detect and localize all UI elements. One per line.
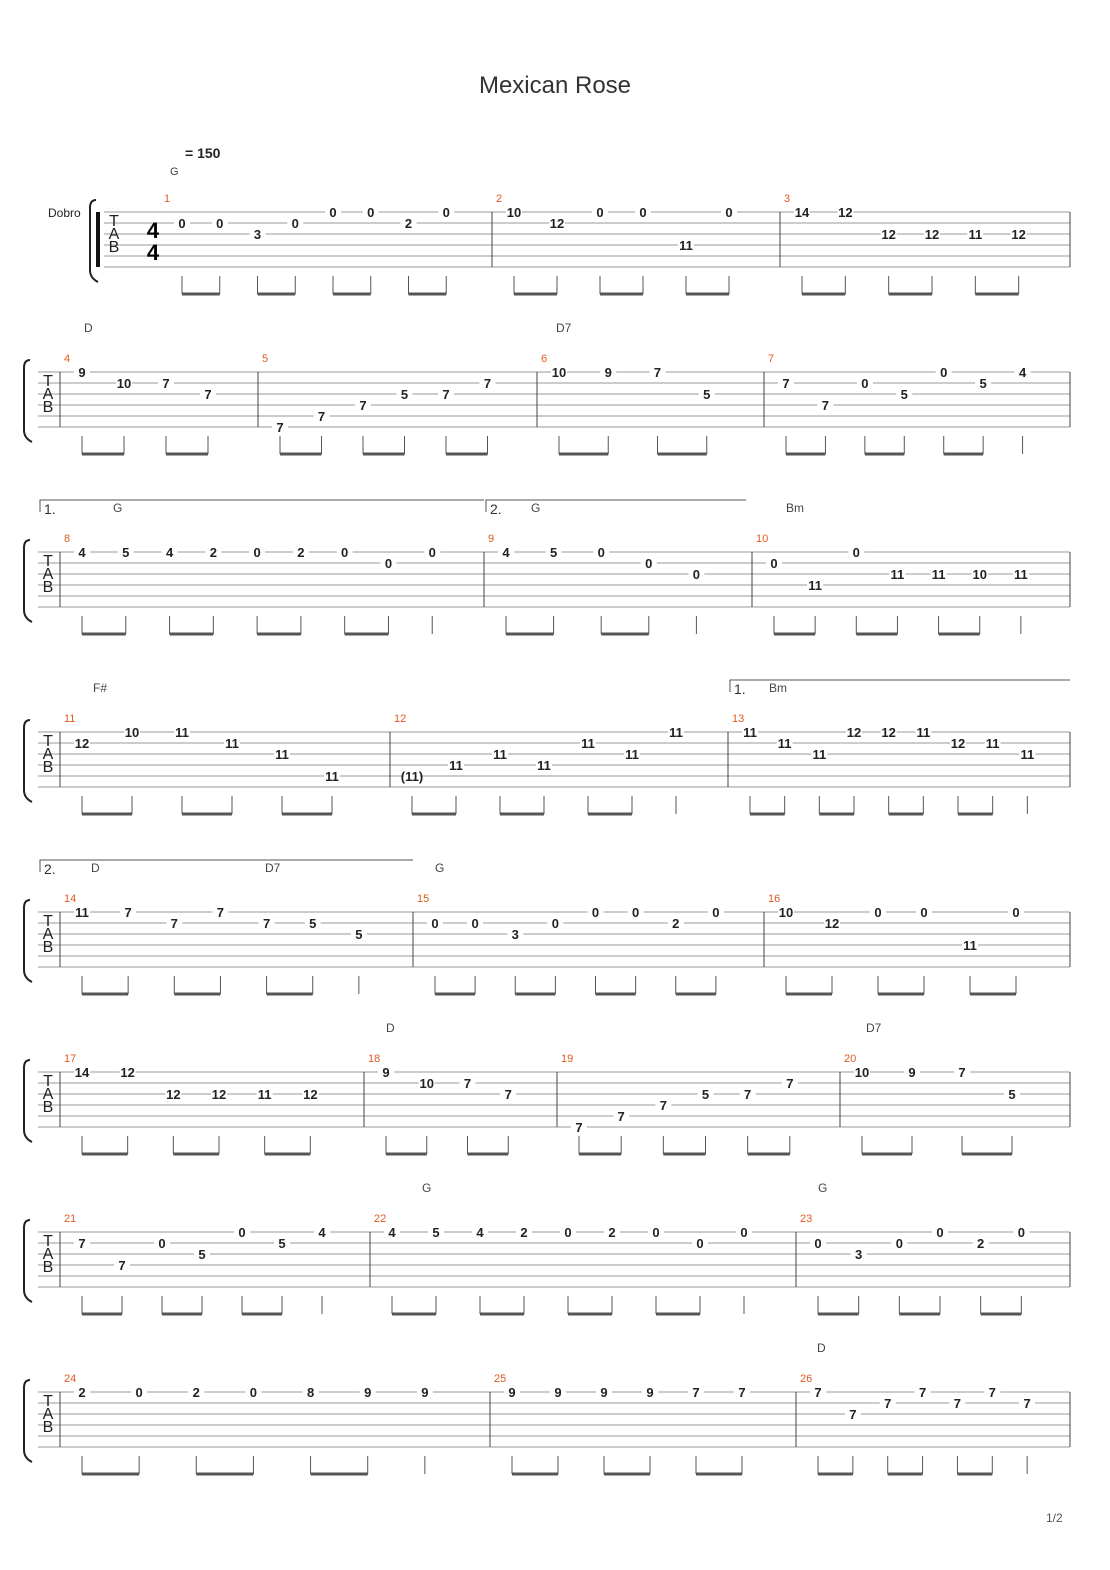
fret-number: 0 — [291, 216, 299, 231]
tab-clef-letter: A — [42, 386, 54, 403]
fret-number: 0 — [852, 545, 860, 560]
fret-number: 4 — [78, 545, 86, 560]
fret-number: 0 — [442, 205, 450, 220]
fret-number: 7 — [317, 409, 326, 424]
fret-number: 4 — [476, 1225, 484, 1240]
chord-name: Bm — [786, 501, 804, 515]
fret-number: 7 — [170, 916, 178, 931]
fret-number: 7 — [276, 420, 284, 435]
tab-clef-letter: T — [43, 373, 53, 390]
fret-number: 0 — [895, 1236, 903, 1251]
fret-number: 7 — [575, 1120, 583, 1135]
fret-number: 11 — [968, 227, 983, 242]
fret-number: 4 — [502, 545, 510, 560]
fret-number: 10 — [778, 905, 794, 920]
fret-number: 11 — [493, 747, 507, 762]
tab-system — [24, 860, 1070, 994]
measure-number: 10 — [756, 533, 769, 545]
fret-number: 2 — [209, 545, 217, 560]
fret-number: 4 — [388, 1225, 396, 1240]
tab-clef-letter: B — [42, 579, 54, 596]
fret-number: 12 — [838, 205, 853, 220]
measure-number: 25 — [494, 1373, 507, 1385]
tab-clef-letter: A — [42, 746, 54, 763]
fret-number: 11 — [1020, 747, 1035, 762]
chord-name: G — [113, 501, 123, 515]
fret-number: 0 — [367, 205, 375, 220]
ending-label: 1. — [44, 501, 56, 517]
measure-number: 17 — [64, 1053, 77, 1065]
measure-number: 8 — [64, 533, 71, 545]
tab-clef-letter: T — [43, 1233, 53, 1250]
fret-number: 11 — [679, 238, 693, 253]
fret-number: 5 — [432, 1225, 440, 1240]
chord-name: G — [422, 1181, 432, 1195]
chord-name: G — [818, 1181, 828, 1195]
fret-number: 7 — [738, 1385, 746, 1400]
fret-number: 0 — [692, 567, 701, 582]
fret-number: 9 — [421, 1385, 429, 1400]
measure-number: 21 — [64, 1213, 77, 1225]
fret-number: 0 — [936, 1225, 944, 1240]
fret-number: 5 — [900, 387, 908, 402]
fret-number: 5 — [701, 1087, 710, 1102]
fret-number: 7 — [988, 1385, 996, 1400]
fret-number: 12 — [549, 216, 565, 231]
time-signature-bottom: 4 — [146, 240, 160, 265]
tempo-chord-label: G — [170, 166, 179, 178]
tab-clef-letter: B — [42, 1099, 54, 1116]
fret-number: 0 — [216, 216, 224, 231]
fret-number: 0 — [874, 905, 882, 920]
chord-name: D7 — [866, 1021, 882, 1035]
fret-number: 14 — [794, 205, 810, 220]
fret-number: 12 — [166, 1087, 181, 1102]
fret-number: 11 — [275, 747, 289, 762]
fret-number: 9 — [554, 1385, 562, 1400]
fret-number: 7 — [442, 387, 450, 402]
fret-number: 10 — [124, 725, 140, 740]
fret-number: 12 — [824, 916, 840, 931]
fret-number: 8 — [306, 1385, 315, 1400]
ending-label: 2. — [490, 501, 502, 517]
tab-system — [24, 1181, 1070, 1314]
fret-number: 11 — [175, 725, 189, 740]
tab-clef-letter: T — [43, 913, 53, 930]
fret-number: 7 — [744, 1087, 752, 1102]
fret-number: 7 — [958, 1065, 966, 1080]
fret-number: 10 — [972, 567, 987, 582]
fret-number: 11 — [669, 725, 683, 740]
tab-clef-letter: A — [42, 1086, 54, 1103]
ending-label: 2. — [44, 861, 56, 877]
tempo-marking: = 150 — [185, 145, 221, 161]
fret-number: 7 — [821, 398, 830, 413]
chord-name: D7 — [556, 321, 572, 335]
fret-number: 5 — [400, 387, 409, 402]
fret-number: 11 — [325, 769, 339, 784]
fret-number: 0 — [597, 545, 605, 560]
fret-number: 7 — [692, 1385, 700, 1400]
fret-number: 7 — [782, 376, 790, 391]
fret-number: 10 — [506, 205, 522, 220]
fret-number: 0 — [814, 1236, 822, 1251]
fret-number: 11 — [985, 736, 1000, 751]
fret-number: 0 — [249, 1385, 258, 1400]
fret-number: 14 — [74, 1065, 90, 1080]
measure-number: 3 — [784, 193, 791, 205]
fret-number: 10 — [116, 376, 132, 391]
fret-number: 0 — [158, 1236, 166, 1251]
chord-name: D — [386, 1021, 395, 1035]
tab-clef-letter: A — [42, 566, 54, 583]
instrument-label: Dobro — [48, 206, 81, 220]
fret-number: 7 — [359, 398, 367, 413]
fret-number: 11 — [225, 736, 239, 751]
fret-number: 7 — [786, 1076, 794, 1091]
chord-name: F# — [93, 681, 108, 695]
fret-number: 12 — [1011, 227, 1026, 242]
fret-number: 11 — [75, 905, 89, 920]
fret-number: 0 — [253, 545, 261, 560]
tab-clef-letter: B — [42, 759, 54, 776]
page-number: 1/2 — [1046, 1511, 1063, 1525]
measure-number: 5 — [262, 353, 269, 365]
system-bracket — [24, 360, 32, 442]
fret-number: 0 — [329, 205, 337, 220]
fret-number: 5 — [309, 916, 317, 931]
chord-name: D — [817, 1341, 826, 1355]
fret-number: 11 — [812, 747, 827, 762]
fret-number: 0 — [639, 205, 647, 220]
fret-number: 5 — [1008, 1087, 1016, 1102]
fret-number: 7 — [118, 1258, 126, 1273]
fret-number: 2 — [297, 545, 305, 560]
system-bracket — [24, 900, 32, 982]
fret-number: 5 — [278, 1236, 286, 1251]
fret-number: 4 — [318, 1225, 326, 1240]
fret-number: 7 — [124, 905, 132, 920]
fret-number: 0 — [740, 1225, 748, 1240]
system-bracket — [24, 540, 32, 622]
fret-number: 7 — [216, 905, 225, 920]
system-bracket — [24, 720, 32, 802]
fret-number: 7 — [814, 1385, 822, 1400]
fret-number: 0 — [632, 905, 640, 920]
measure-number: 19 — [561, 1053, 574, 1065]
tab-clef-letter: B — [42, 939, 54, 956]
fret-number: 12 — [846, 725, 862, 740]
fret-number: 0 — [725, 205, 733, 220]
title: Mexican Rose — [478, 72, 632, 99]
fret-number: 7 — [849, 1407, 857, 1422]
measure-number: 16 — [768, 893, 781, 905]
measure-number: 12 — [394, 713, 407, 725]
tab-system — [24, 680, 1070, 814]
fret-number: 0 — [341, 545, 349, 560]
fret-number: 11 — [1013, 567, 1028, 582]
fret-number: 0 — [178, 216, 186, 231]
fret-number: 11 — [537, 758, 551, 773]
fret-number: 0 — [940, 365, 948, 380]
fret-number: 2 — [977, 1236, 985, 1251]
fret-number: 0 — [551, 916, 559, 931]
tab-clef-letter: T — [43, 553, 53, 570]
fret-number: 5 — [122, 545, 130, 560]
fret-number: 5 — [355, 927, 363, 942]
tab-clef-letter: B — [42, 1259, 54, 1276]
fret-number: 0 — [596, 205, 604, 220]
system-bracket — [24, 1380, 32, 1462]
fret-number: 5 — [198, 1247, 206, 1262]
fret-number: 0 — [384, 556, 393, 571]
tab-clef-letter: A — [42, 1406, 54, 1423]
measure-number: 23 — [800, 1213, 813, 1225]
tab-system — [24, 500, 1070, 634]
fret-number: 7 — [78, 1236, 86, 1251]
measure-number: 22 — [374, 1213, 387, 1225]
fret-number: (11) — [400, 769, 424, 784]
fret-number: 0 — [238, 1225, 246, 1240]
fret-number: 9 — [908, 1065, 916, 1080]
chord-name: G — [435, 861, 445, 875]
fret-number: 0 — [770, 556, 778, 571]
time-signature-top: 4 — [146, 218, 160, 243]
fret-number: 12 — [924, 227, 940, 242]
measure-number: 18 — [368, 1053, 381, 1065]
fret-number: 11 — [257, 1087, 272, 1102]
fret-number: 5 — [703, 387, 711, 402]
fret-number: 2 — [520, 1225, 528, 1240]
chord-name: D — [91, 861, 100, 875]
fret-number: 9 — [382, 1065, 390, 1080]
fret-number: 7 — [653, 365, 662, 380]
fret-number: 11 — [963, 938, 977, 953]
chord-name: D — [84, 321, 93, 335]
fret-number: 11 — [931, 567, 946, 582]
fret-number: 4 — [1018, 365, 1027, 380]
fret-number: 2 — [404, 216, 413, 231]
fret-number: 3 — [855, 1247, 863, 1262]
measure-number: 24 — [64, 1373, 77, 1385]
tab-system — [90, 193, 1070, 294]
tab-clef-letter: B — [108, 239, 120, 256]
tab-clef-letter: A — [108, 226, 120, 243]
measure-number: 20 — [844, 1053, 857, 1065]
fret-number: 9 — [600, 1385, 608, 1400]
fret-number: 12 — [120, 1065, 135, 1080]
fret-number: 9 — [78, 365, 86, 380]
fret-number: 12 — [950, 736, 966, 751]
system-bracket — [24, 1060, 32, 1142]
tab-clef-letter: T — [109, 213, 119, 230]
fret-number: 0 — [1012, 905, 1020, 920]
tab-clef-letter: B — [42, 399, 54, 416]
fret-number: 0 — [591, 905, 600, 920]
fret-number: 0 — [712, 905, 720, 920]
fret-number: 11 — [581, 736, 595, 751]
tab-clef-letter: T — [43, 1073, 53, 1090]
measure-number: 26 — [800, 1373, 813, 1385]
fret-number: 9 — [364, 1385, 372, 1400]
fret-number: 0 — [861, 376, 869, 391]
fret-number: 0 — [135, 1385, 143, 1400]
measure-number: 13 — [732, 713, 745, 725]
fret-number: 4 — [165, 545, 174, 560]
measure-number: 15 — [417, 893, 430, 905]
fret-number: 11 — [625, 747, 639, 762]
fret-number: 10 — [419, 1076, 434, 1091]
fret-number: 7 — [162, 376, 170, 391]
measure-number: 6 — [541, 353, 548, 365]
chord-name: Bm — [769, 681, 787, 695]
fret-number: 3 — [253, 227, 262, 242]
chord-name: G — [531, 501, 541, 515]
fret-number: 0 — [920, 905, 928, 920]
tab-clef-letter: A — [42, 1246, 54, 1263]
fret-number: 0 — [1017, 1225, 1025, 1240]
fret-number: 9 — [604, 365, 612, 380]
fret-number: 5 — [549, 545, 558, 560]
fret-number: 12 — [881, 227, 896, 242]
fret-number: 12 — [211, 1087, 227, 1102]
fret-number: 0 — [652, 1225, 660, 1240]
fret-number: 9 — [508, 1385, 516, 1400]
fret-number: 7 — [918, 1385, 927, 1400]
fret-number: 11 — [890, 567, 905, 582]
ending-bracket — [486, 500, 746, 512]
fret-number: 0 — [471, 916, 479, 931]
system-bracket — [24, 1220, 32, 1302]
fret-number: 0 — [431, 916, 439, 931]
measure-number: 4 — [64, 353, 71, 365]
fret-number: 7 — [463, 1076, 472, 1091]
fret-number: 2 — [672, 916, 680, 931]
fret-number: 12 — [881, 725, 896, 740]
fret-number: 10 — [854, 1065, 870, 1080]
fret-number: 11 — [808, 578, 823, 593]
chord-name: D7 — [265, 861, 281, 875]
ending-bracket — [40, 500, 484, 512]
fret-number: 7 — [204, 387, 212, 402]
fret-number: 10 — [551, 365, 567, 380]
fret-number: 0 — [564, 1225, 572, 1240]
fret-number: 2 — [608, 1225, 616, 1240]
fret-number: 7 — [262, 916, 271, 931]
tab-system — [24, 1021, 1070, 1154]
measure-number: 7 — [768, 353, 775, 365]
fret-number: 2 — [78, 1385, 86, 1400]
measure-number: 2 — [496, 193, 503, 205]
tab-clef-letter: T — [43, 1393, 53, 1410]
measure-number: 1 — [164, 193, 171, 205]
fret-number: 12 — [303, 1087, 318, 1102]
measure-number: 9 — [488, 533, 495, 545]
measure-number: 11 — [64, 713, 76, 725]
fret-number: 7 — [504, 1087, 512, 1102]
fret-number: 3 — [511, 927, 519, 942]
fret-number: 0 — [645, 556, 653, 571]
tab-clef-letter: T — [43, 733, 53, 750]
tab-system — [24, 1341, 1070, 1474]
ending-label: 1. — [734, 681, 746, 697]
tab-system — [24, 321, 1070, 454]
fret-number: 7 — [953, 1396, 962, 1411]
fret-number: 7 — [884, 1396, 892, 1411]
fret-number: 12 — [74, 736, 90, 751]
fret-number: 11 — [449, 758, 463, 773]
fret-number: 9 — [646, 1385, 654, 1400]
fret-number: 7 — [1023, 1396, 1031, 1411]
fret-number: 7 — [659, 1098, 667, 1113]
tab-clef-letter: A — [42, 926, 54, 943]
fret-number: 0 — [696, 1236, 704, 1251]
tab-clef-letter: B — [42, 1419, 54, 1436]
fret-number: 7 — [483, 376, 492, 391]
fret-number: 0 — [428, 545, 436, 560]
measure-number: 14 — [64, 893, 77, 905]
fret-number: 5 — [979, 376, 987, 391]
fret-number: 11 — [916, 725, 931, 740]
fret-number: 7 — [617, 1109, 625, 1124]
fret-number: 2 — [192, 1385, 200, 1400]
fret-number: 11 — [777, 736, 792, 751]
fret-number: 11 — [743, 725, 757, 740]
